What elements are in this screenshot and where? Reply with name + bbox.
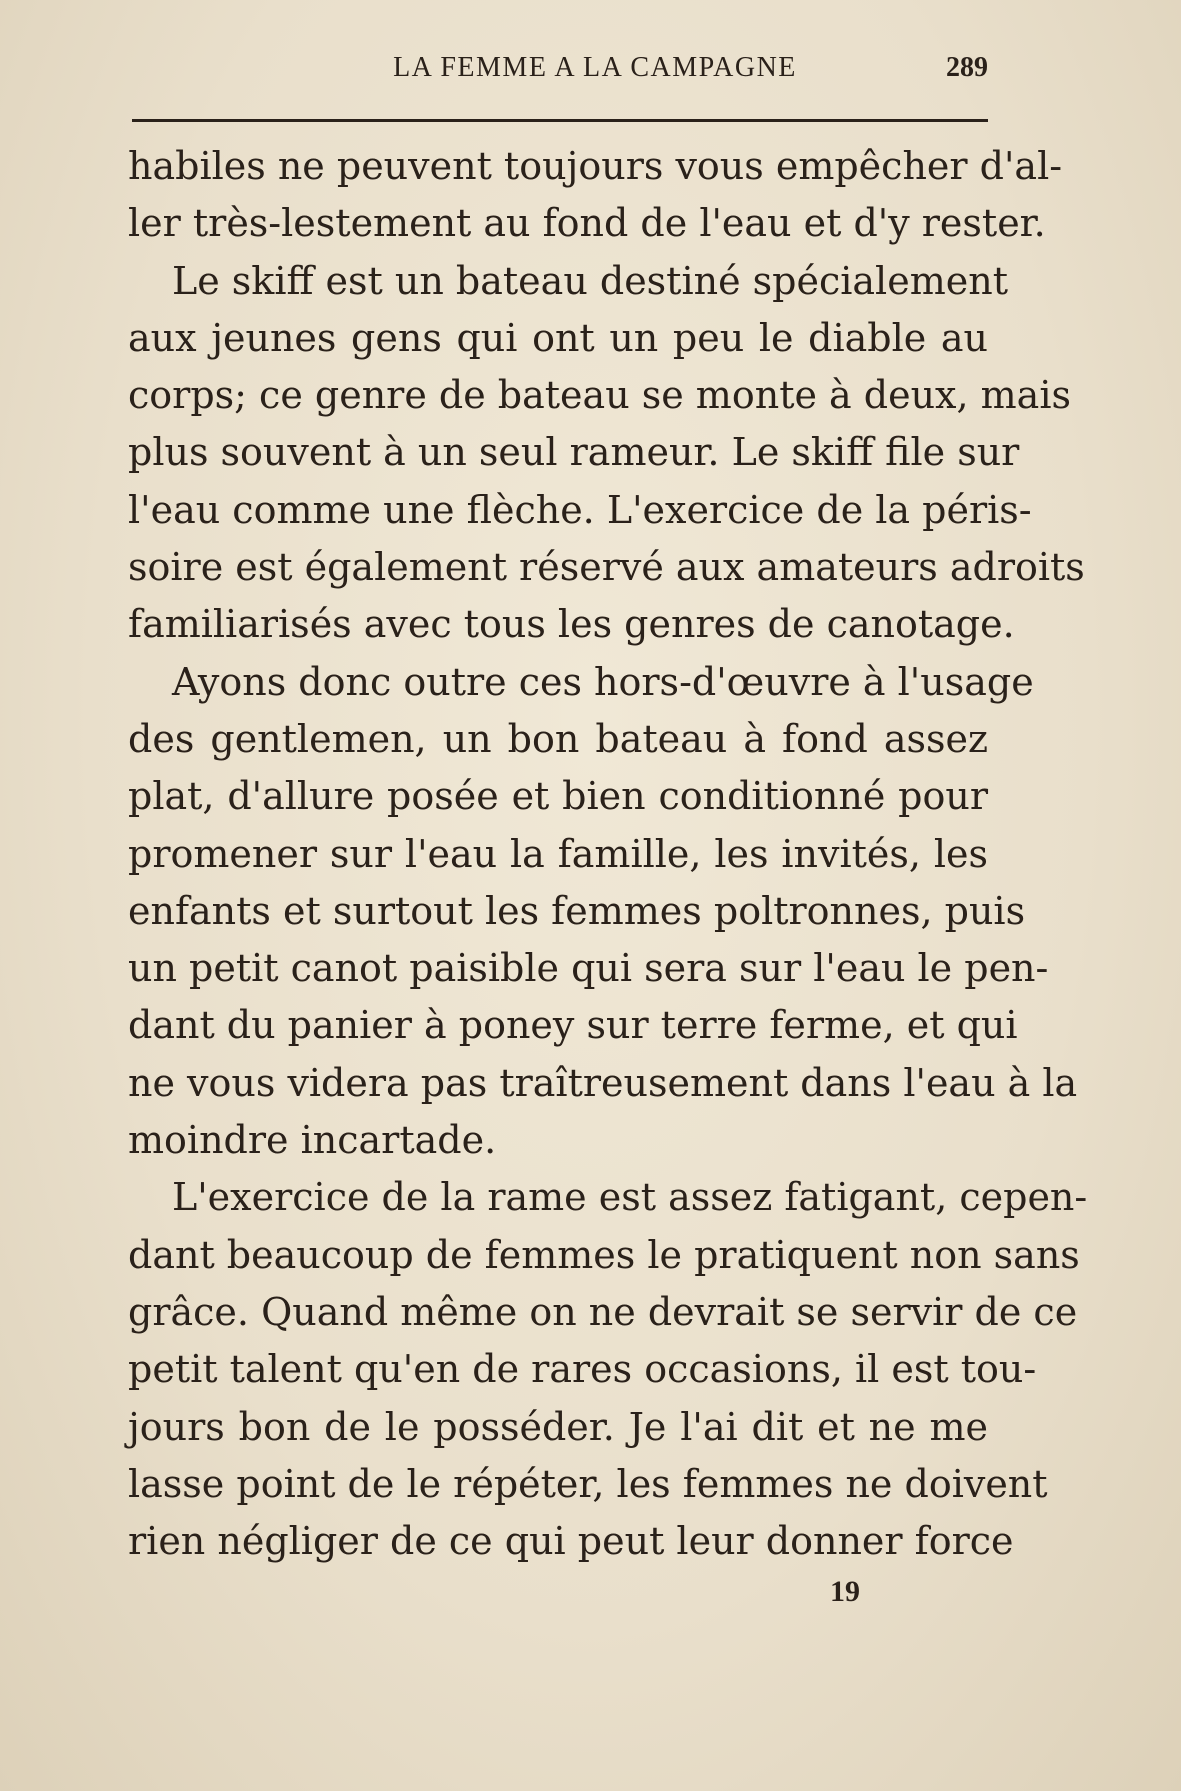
body-text (128, 138, 1088, 1570)
text-line: ler très-lestement au fond de l'eau et d'y rester. (128, 201, 1046, 246)
text-line: petit talent qu'en de rares occasions, il est tou- (128, 1347, 1037, 1392)
text-line: moindre incartade. (128, 1118, 497, 1163)
text-line: jours bon de le posséder. Je l'ai dit et ne me (128, 1404, 988, 1449)
text-line: grâce. Quand même on ne devrait se servir de ce (128, 1289, 1078, 1334)
text-line: habiles ne peuvent toujours vous empêcher d'al- (128, 144, 1063, 188)
text-line: L'exercice de la rame est assez fatigant, cepen- (172, 1175, 1088, 1220)
text-line: corps; ce genre de bateau se monte à deux, mais (128, 373, 1071, 418)
text-line: des gentlemen, un bon bateau à fond assez (128, 716, 988, 761)
text-line: Ayons donc outre ces hors-d'œuvre à l'usage (172, 659, 1034, 704)
header-rule (132, 119, 988, 122)
text-line: promener sur l'eau la famille, les invités, les (128, 831, 988, 876)
text-line: plus souvent à un seul rameur. Le skiff file sur (128, 430, 1020, 475)
signature-mark: 19 (830, 1575, 860, 1608)
text-line: lasse point de le répéter, les femmes ne doivent (128, 1461, 1048, 1506)
page-number: 289 (946, 52, 988, 83)
text-line: un petit canot paisible qui sera sur l'eau le pen- (128, 946, 1049, 991)
text-line: enfants et surtout les femmes poltronnes, puis (128, 888, 1026, 933)
text-line: l'eau comme une flèche. L'exercice de la péris- (128, 487, 1032, 532)
text-line: dant du panier à poney sur terre ferme, et qui (128, 1003, 1018, 1048)
text-line: ne vous videra pas traîtreusement dans l'eau à la (128, 1060, 1078, 1105)
text-line: soire est également réservé aux amateurs adroits (128, 545, 1085, 590)
text-line: familiarisés avec tous les genres de canotage. (128, 602, 1015, 647)
text-line: rien négliger de ce qui peut leur donner force (128, 1519, 1014, 1564)
running-head: LA FEMME A LA CAMPAGNE (393, 52, 797, 83)
page-header (132, 52, 988, 92)
text-line: plat, d'allure posée et bien conditionné pour (128, 774, 988, 819)
text-line: dant beaucoup de femmes le pratiquent non sans (128, 1232, 1080, 1277)
text-line: Le skiff est un bateau destiné spécialement (172, 258, 1008, 303)
text-line: aux jeunes gens qui ont un peu le diable au (128, 315, 988, 360)
